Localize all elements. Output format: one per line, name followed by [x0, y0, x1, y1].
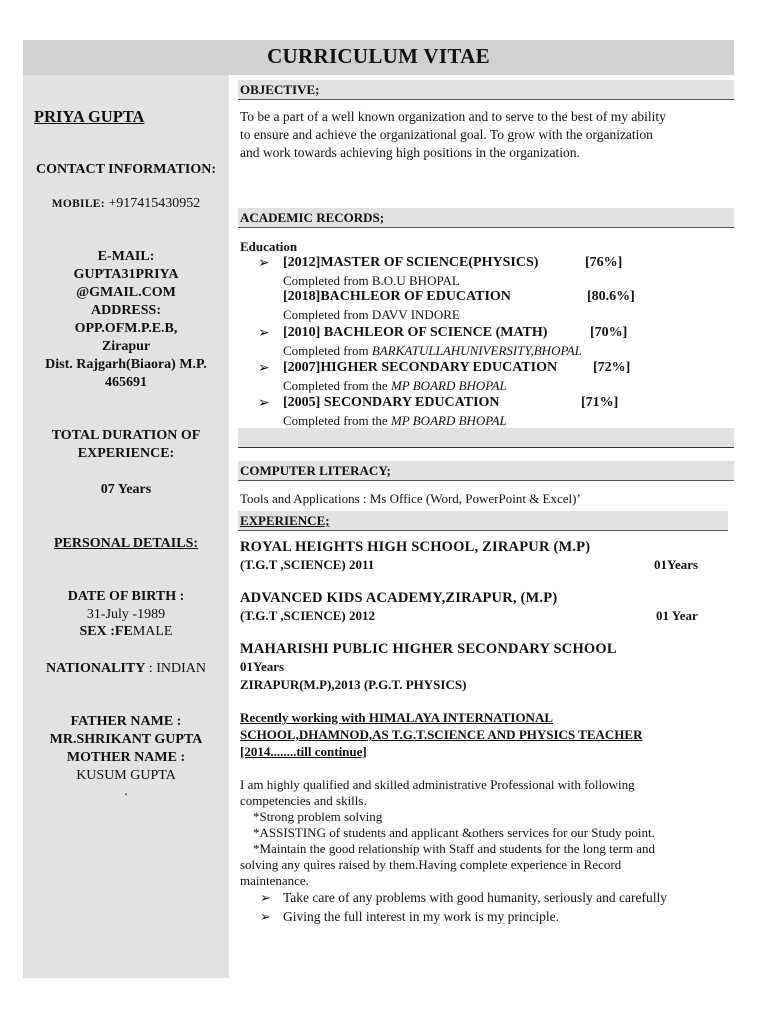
address-line-2: Zirapur	[101, 339, 151, 354]
edu-sub-2	[283, 307, 460, 323]
nationality-value: : INDIAN	[145, 661, 206, 676]
edu-pct-3: [70%]	[590, 325, 628, 340]
edu-sub-1	[283, 273, 460, 289]
page-title: CURRICULUM VITAE	[267, 44, 490, 68]
edu-pct-2: [80.6%]	[587, 289, 635, 304]
blank-gray-band	[238, 428, 734, 448]
edu-pct-4: [72%]	[593, 360, 631, 375]
edu-title-3: [2010] BACHLEOR OF SCIENCE (MATH)	[283, 325, 548, 340]
sex-label: SEX :FE	[79, 624, 133, 639]
edu-title-5: [2005] SECONDARY EDUCATION	[283, 395, 500, 410]
job-3-sub2: ZIRAPUR(M.P),2013 (P.G.T. PHYSICS)	[240, 677, 467, 692]
mother-label: MOTHER NAME :	[66, 750, 186, 765]
sex-value: MALE	[132, 624, 173, 639]
recent-line-1: Recently working with HIMALAYA INTERNATIONAL	[240, 710, 553, 725]
duration-value: 07 Years	[100, 482, 152, 497]
edu-title-2: [2018]BACHLEOR OF EDUCATION	[283, 289, 511, 304]
skill-bullet-2: ➢	[260, 909, 271, 924]
email-label: E-MAIL:	[97, 249, 155, 264]
skill-3b: solving any quires raised by them.Having complete experience in Record	[240, 857, 622, 872]
computer-heading: COMPUTER LITERACY;	[238, 461, 734, 481]
objective-heading: OBJECTIVE;	[238, 80, 734, 100]
experience-heading: EXPERIENCE;	[238, 511, 728, 531]
father-value: MR.SHRIKANT GUPTA	[49, 732, 203, 747]
computer-line: Tools and Applications : Ms Office (Word, PowerPoint & Excel)’	[240, 491, 581, 506]
edu-sub-5-italic: MP BOARD BHOPAL	[390, 413, 507, 428]
divider-rule	[238, 447, 734, 448]
main-content	[238, 75, 734, 975]
duration-label-2: EXPERIENCE:	[77, 446, 175, 461]
skill-2: *ASSISTING of students and applicant &others services for our Study point.	[240, 825, 655, 840]
contact-heading: CONTACT INFORMATION:	[35, 162, 217, 177]
skill-3c: maintenance.	[240, 873, 309, 888]
edu-sub-4-italic: MP BOARD BHOPAL	[390, 378, 507, 393]
sidebar-dot: .	[124, 784, 128, 799]
edu-bullet-5: ➢	[258, 396, 270, 411]
dob-label: DATE OF BIRTH :	[67, 589, 185, 604]
resume-page	[23, 40, 734, 978]
edu-title-1: [2012]MASTER OF SCIENCE(PHYSICS)	[283, 255, 539, 270]
skill-bullet-1: ➢	[260, 890, 271, 905]
edu-sub-4-prefix: Completed from the	[283, 378, 391, 393]
edu-sub-4	[283, 378, 507, 394]
edu-bullet-4: ➢	[258, 361, 270, 376]
objective-line-2: to ensure and achieve the organizational goal. To grow with the organization	[240, 127, 653, 142]
duration-label-1: TOTAL DURATION OF	[51, 428, 201, 443]
address-line-4: 465691	[105, 375, 147, 390]
summary-line-2: competencies and skills.	[240, 793, 367, 808]
edu-pct-5: [71%]	[581, 395, 619, 410]
personal-heading: PERSONAL DETAILS:	[53, 536, 199, 551]
job-1-sub: (T.G.T ,SCIENCE) 2011	[240, 557, 375, 572]
edu-title-4: [2007]HIGHER SECONDARY EDUCATION	[283, 360, 558, 375]
academic-heading: ACADEMIC RECORDS;	[238, 208, 734, 228]
title-bar	[23, 40, 734, 75]
sidebar	[23, 75, 229, 978]
sex-line	[23, 623, 229, 641]
address-line-1: OPP.OFM.P.E.B,	[74, 321, 178, 336]
edu-sub-3	[283, 343, 582, 359]
job-3-sub: 01Years	[240, 659, 285, 674]
job-2-sub: (T.G.T ,SCIENCE) 2012	[240, 608, 375, 623]
edu-bullet-1: ➢	[258, 256, 270, 271]
edu-bullet-3: ➢	[258, 326, 270, 341]
mother-value: KUSUM GUPTA	[76, 768, 176, 783]
job-1-duration: 01Years	[654, 557, 699, 572]
mobile-value: +917415430952	[108, 196, 201, 211]
objective-line-3: and work towards achieving high positions in the organization.	[240, 145, 580, 160]
candidate-name: PRIYA GUPTA	[34, 107, 145, 126]
skill-bullet-1-text: Take care of any problems with good humanity, seriously and carefully	[283, 890, 667, 905]
mobile-line	[23, 195, 229, 213]
skill-bullet-2-text: Giving the full interest in my work is my principle.	[283, 909, 559, 924]
job-1-title: ROYAL HEIGHTS HIGH SCHOOL, ZIRAPUR (M.P)	[240, 539, 591, 555]
objective-line-1: To be a part of a well known organization and to serve to the best of my ability	[240, 109, 666, 124]
address-line-3: Dist. Rajgarh(Biaora) M.P.	[45, 357, 207, 372]
recent-line-3: [2014........till continue]	[240, 744, 367, 759]
skill-1: *Strong problem solving	[240, 809, 383, 824]
email-line-2: @GMAIL.COM	[76, 285, 176, 300]
father-label: FATHER NAME :	[70, 714, 182, 729]
dob-value: 31-July -1989	[86, 607, 166, 622]
edu-sub-2-text: Completed from DAVV INDORE	[283, 307, 460, 322]
edu-sub-3-prefix: Completed from	[283, 343, 372, 358]
edu-sub-5-prefix: Completed from the	[283, 413, 391, 428]
job-2-duration: 01 Year	[656, 608, 698, 623]
skill-3a: *Maintain the good relationship with Staff and students for the long term and	[240, 841, 655, 856]
edu-sub-5	[283, 413, 507, 429]
address-label: ADDRESS:	[90, 303, 161, 318]
job-2-title: ADVANCED KIDS ACADEMY,ZIRAPUR, (M.P)	[240, 590, 558, 606]
recent-line-2: SCHOOL,DHAMNOD,AS T.G.T.SCIENCE AND PHYSICS TEACHER	[240, 727, 643, 742]
mobile-label: MOBILE:	[51, 198, 105, 210]
education-label: Education	[240, 239, 298, 254]
email-line-1: GUPTA31PRIYA	[73, 267, 179, 282]
edu-pct-1: [76%]	[585, 255, 623, 270]
nationality-label: NATIONALITY	[46, 661, 146, 676]
nationality-line	[23, 660, 229, 678]
job-3-title: MAHARISHI PUBLIC HIGHER SECONDARY SCHOOL	[240, 641, 617, 657]
edu-sub-1-text: Completed from B.O.U BHOPAL	[283, 273, 460, 288]
edu-sub-3-italic: BARKATULLAHUNIVERSITY,BHOPAL	[371, 343, 582, 358]
summary-line-1: I am highly qualified and skilled administrative Professional with following	[240, 777, 635, 792]
